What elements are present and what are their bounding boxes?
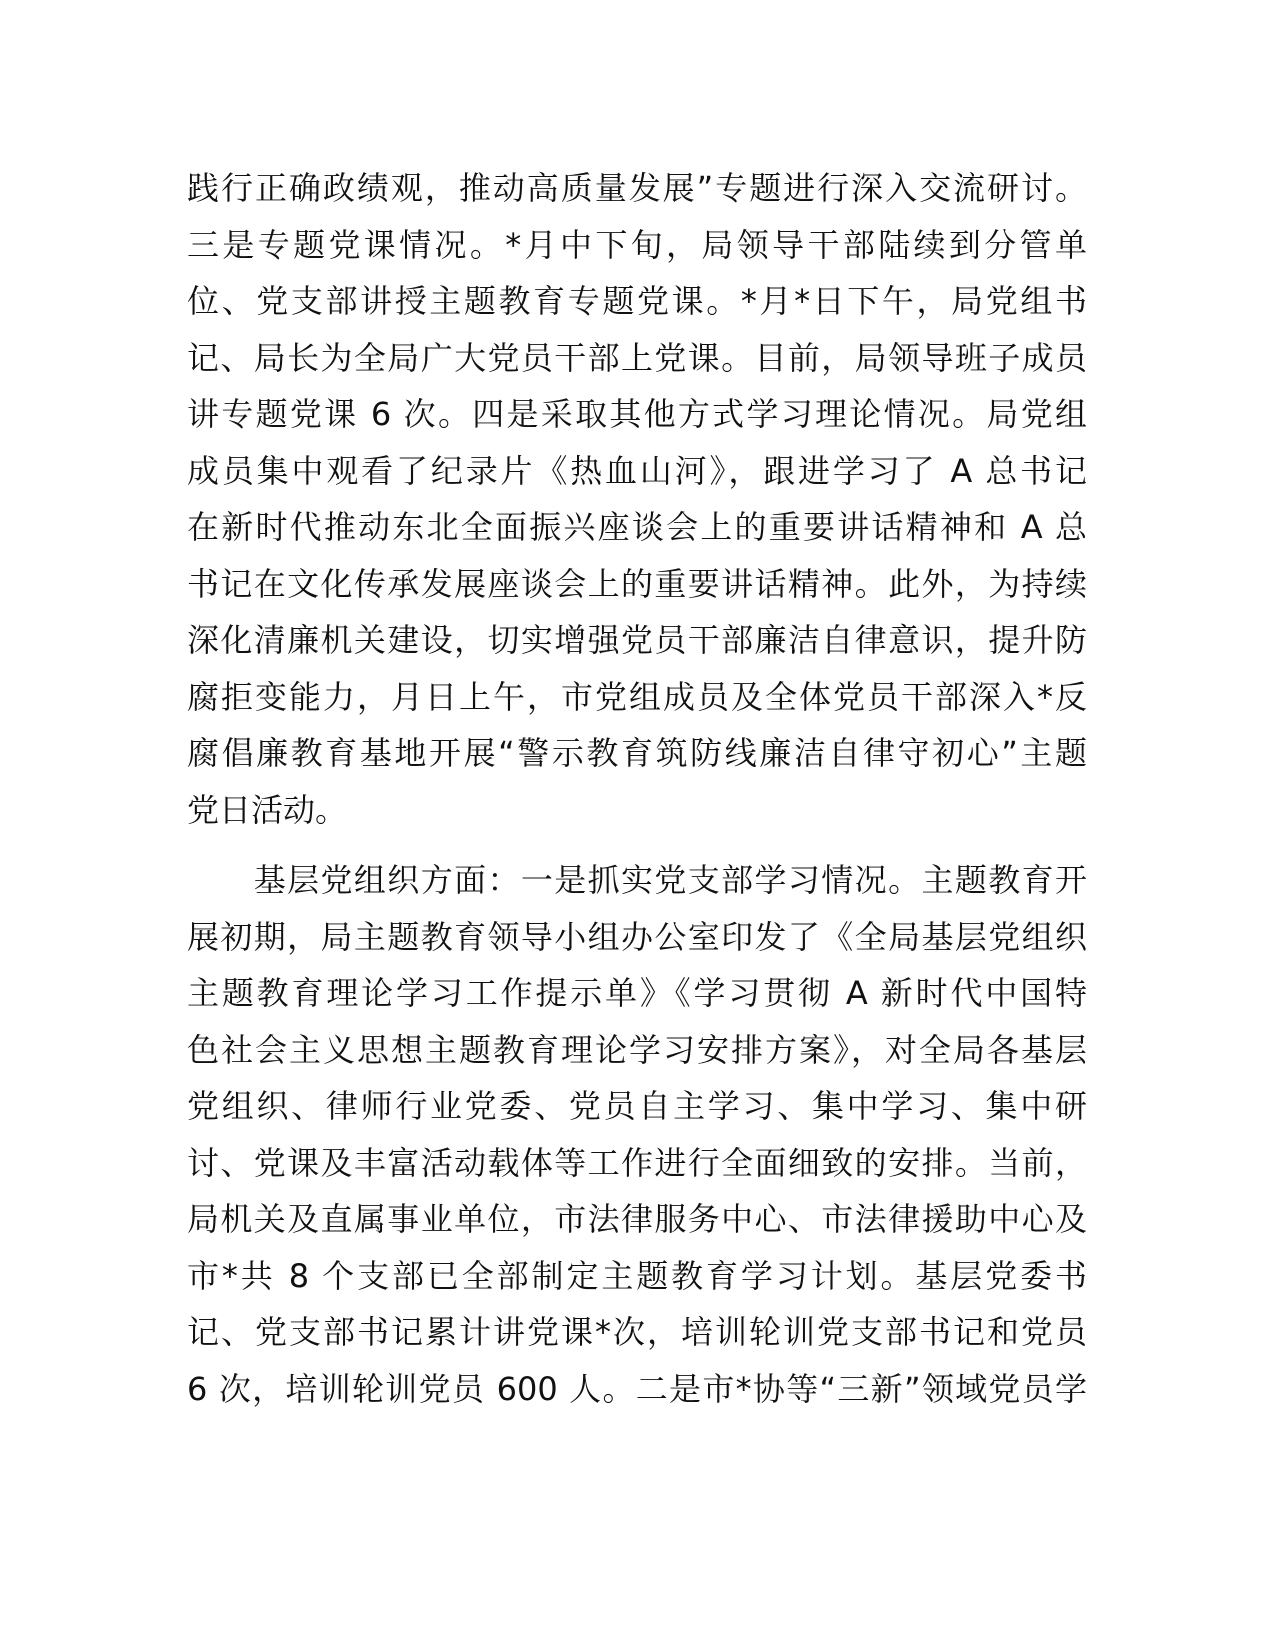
text-line: 在新时代推动东北全面振兴座谈会上的重要讲话精神和 A 总 — [187, 508, 1087, 546]
text-line: 书记在文化传承发展座谈会上的重要讲话精神。此外，为持续 — [187, 564, 1087, 603]
text-line: 市*共 8 个支部已全部制定主题教育学习计划。基层党委书 — [187, 1256, 1087, 1295]
text-line: 展初期，局主题教育领导小组办公室印发了《全局基层党组织 — [187, 917, 1087, 956]
text-line: 讲专题党课 6 次。四是采取其他方式学习理论情况。局党组 — [187, 395, 1087, 433]
text-line: 基层党组织方面：一是抓实党支部学习情况。主题教育开 — [187, 861, 1087, 899]
body-text — [187, 160, 1087, 1417]
text-line: 党日活动。 — [187, 790, 348, 829]
text-line: 主题教育理论学习工作提示单》《学习贯彻 A 新时代中国特 — [187, 974, 1087, 1012]
text-line: 局机关及直属事业单位，市法律服务中心、市法律援助中心及 — [187, 1200, 1087, 1238]
text-line: 腐倡廉教育基地开展“警示教育筑防线廉洁自律守初心”主题 — [187, 734, 1087, 772]
text-line: 色社会主义思想主题教育理论学习安排方案》，对全局各基层 — [187, 1030, 1087, 1069]
text-line: 记、党支部书记累计讲党课*次，培训轮训党支部书记和党员 — [187, 1313, 1087, 1351]
text-line: 三是专题党课情况。*月中下旬，局领导干部陆续到分管单 — [187, 225, 1087, 264]
text-line: 位、党支部讲授主题教育专题党课。*月*日下午，局党组书 — [187, 282, 1087, 320]
text-line: 腐拒变能力，月日上午，市党组成员及全体党员干部深入*反 — [187, 677, 1087, 716]
paragraph-gap — [187, 838, 1087, 852]
text-line: 记、局长为全局广大党员干部上党课。目前，局领导班子成员 — [187, 338, 1087, 377]
paragraph-1 — [187, 160, 1087, 838]
text-line: 践行正确政绩观，推动高质量发展”专题进行深入交流研讨。 — [187, 169, 1087, 207]
text-line: 深化清廉机关建设，切实增强党员干部廉洁自律意识，提升防 — [187, 621, 1087, 659]
text-line: 成员集中观看了纪录片《热血山河》，跟进学习了 A 总书记 — [187, 451, 1087, 490]
text-line: 6 次，培训轮训党员 600 人。二是市*协等“三新”领域党员学 — [187, 1369, 1087, 1408]
paragraph-2 — [187, 852, 1087, 1417]
text-line: 党组织、律师行业党委、党员自主学习、集中学习、集中研 — [187, 1087, 1087, 1125]
text-line: 讨、党课及丰富活动载体等工作进行全面细致的安排。当前， — [187, 1143, 1087, 1182]
